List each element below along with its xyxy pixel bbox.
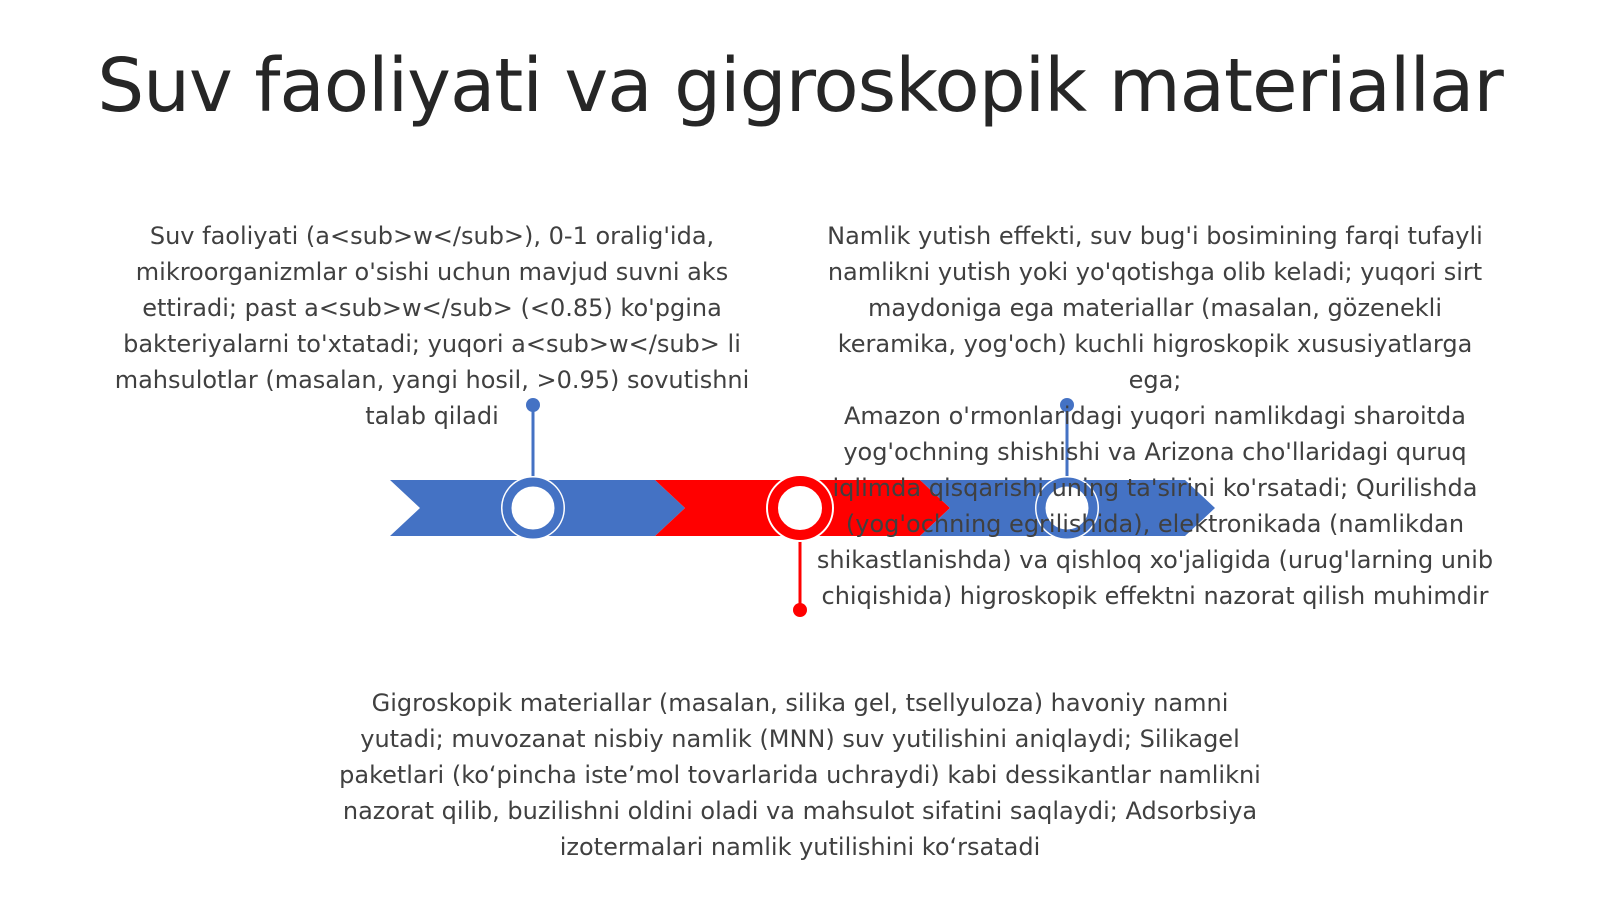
milestone-1-text: Suv faoliyati (a<sub>w</sub>), 0-1 oralig'ida, mikroorganizmlar o'sishi uchun mavjud suvni aks ettiradi; past a<sub>w</sub> (<0.85) ko'pgina bakteriyalarni to'xtatadi; yuqori a<sub>w</sub> li mahsulotlar (masalan, yangi hosil, >0.95) sovutishni talab qiladi [114, 222, 750, 430]
slide-title: Suv faoliyati va gigroskopik materiallar [97, 43, 1503, 129]
milestone-2-endpoint-dot [793, 603, 807, 617]
milestone-1-ring [507, 482, 559, 534]
milestone-3-text: Namlik yutish effekti, suv bug'i bosimining farqi tufayli namlikni yutish yoki yo'qotishga olib keladi; yuqori sirt maydoniga ega materiallar (masalan, gözenekli keramika, yog'och) kuchli higroskopik xususiyatlarga ega; Amazon o'rmonlaridagi yuqori namlikdagi sharoitda yog'ochning shishishi va Arizona cho'llaridagi quruq iqlimda qisqarishi uning ta'sirini ko'rsatadi; Qurilishda (yog'ochning egrilishida), elektronikada (namlikdan shikastlanishda) va qishloq xo'jaligida (urug'larning unib chiqishida) higroskopik effektni nazorat qilish muhimdir [816, 222, 1494, 610]
milestone-2-text: Gigroskopik materiallar (masalan, silika gel, tsellyuloza) havoniy namni yutadi; muvozanat nisbiy namlik (MNN) suv yutilishini aniqlaydi; Silikagel paketlari (ko‘pincha iste’mol tovarlarida uchraydi) kabi dessikantlar namlikni nazorat qilib, buzilishni oldini oladi va mahsulot sifatini saqlaydi; Adsorbsiya izotermalari namlik yutilishini ko‘rsatadi [339, 689, 1261, 861]
